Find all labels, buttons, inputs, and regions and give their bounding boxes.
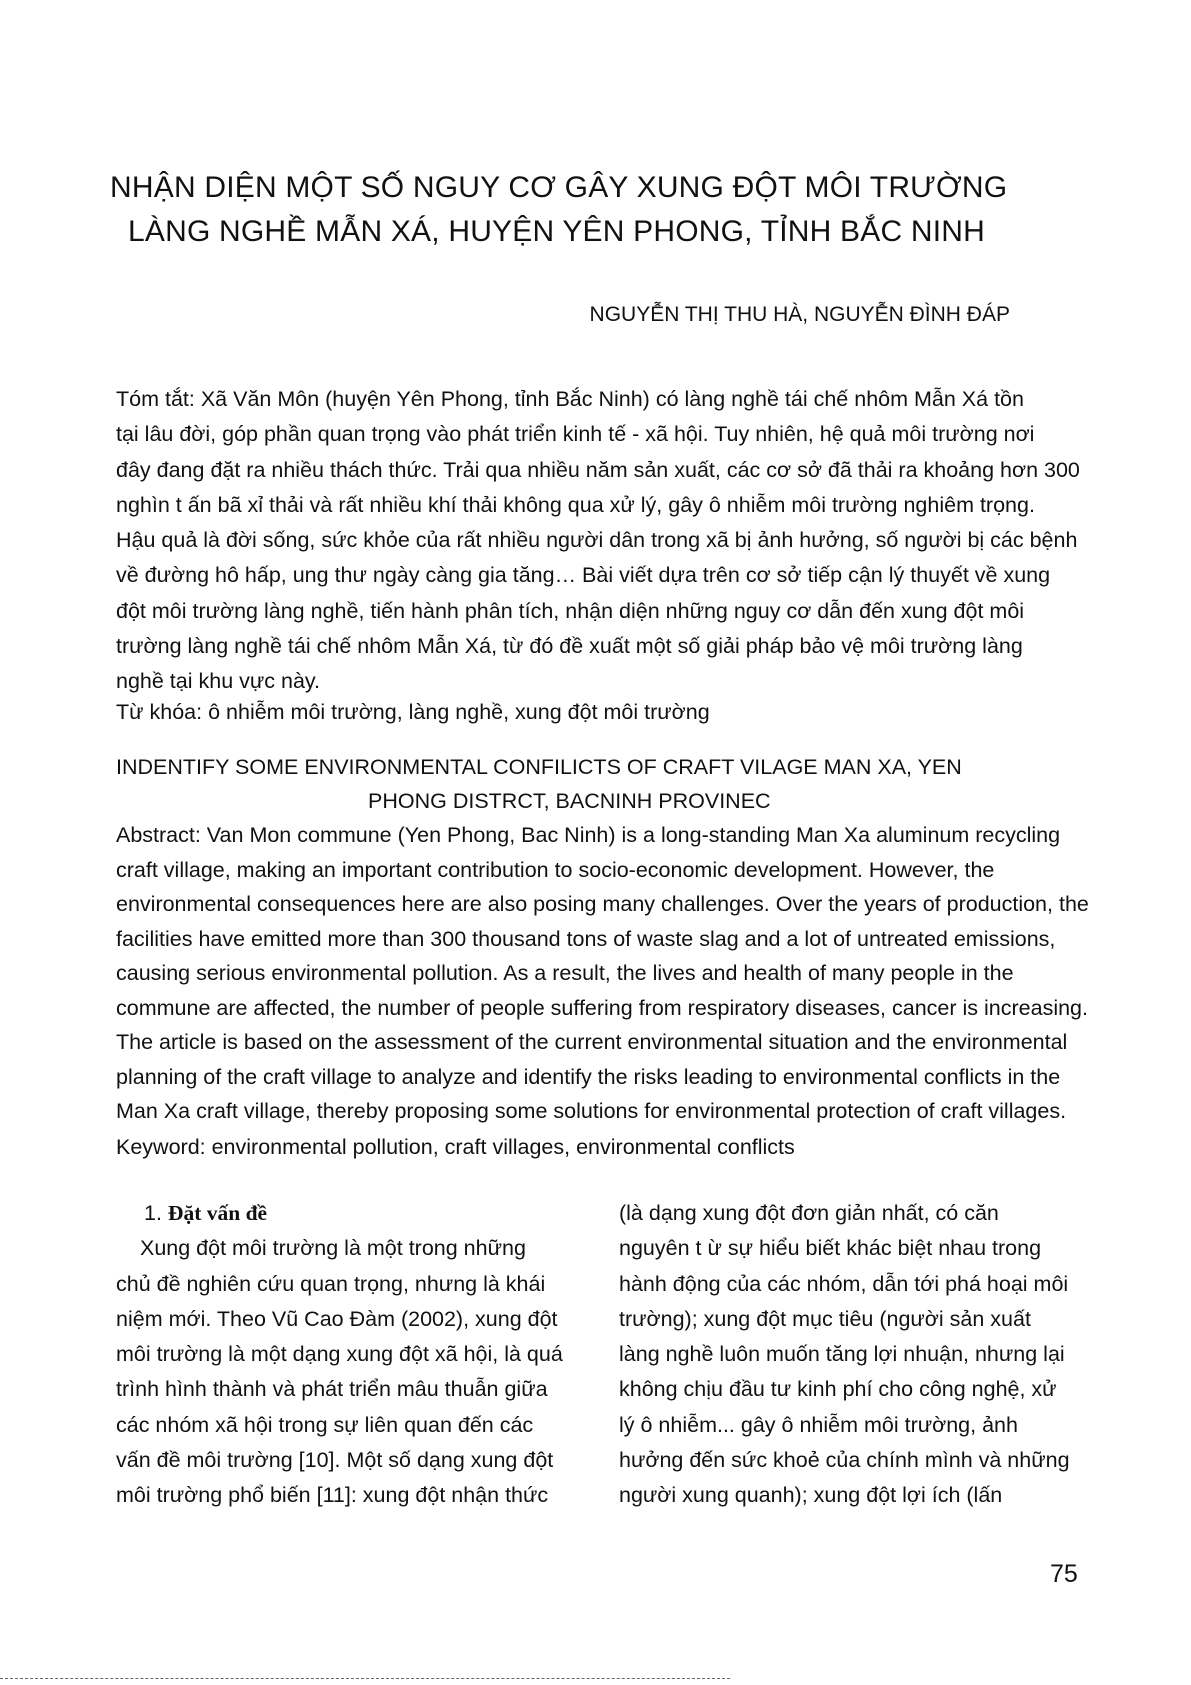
keywords-vietnamese (116, 697, 1116, 727)
keywords-vn-label: Từ khóa: (116, 700, 203, 724)
body-line: hưởng đến sức khoẻ của chính mình và những (619, 1448, 1070, 1473)
abstract-en-line: causing serious environmental pollution. As a result, the lives and health of many people in the (116, 961, 1014, 985)
body-line: các nhóm xã hội trong sự liên quan đến các (116, 1412, 534, 1437)
english-title (116, 750, 1116, 818)
body-line: trình hình thành và phát triển mâu thuẫn giữa (116, 1377, 548, 1402)
abstract-vn-line: nghề tại khu vực này. (116, 669, 321, 694)
abstract-en-line: commune are affected, the number of people suffering from respiratory diseases, cancer is increasing. (116, 995, 1088, 1020)
abstract-vn-line: đây đang đặt ra nhiều thách thức. Trải qua nhiều năm sản xuất, các cơ sở đã thải ra khoảng hơn 300 (116, 457, 1080, 482)
body-line: nguyên t ừ sự hiểu biết khác biệt nhau trong (619, 1236, 1042, 1261)
section-heading (116, 1196, 616, 1231)
body-line: môi trường là một dạng xung đột xã hội, là quá (116, 1342, 563, 1367)
body-line: không chịu đầu tư kinh phí cho công nghệ, xử (619, 1377, 1057, 1402)
keywords-english: Keyword: environmental pollution, craft villages, environmental conflicts (116, 1135, 795, 1159)
body-line: người xung quanh); xung đột lợi ích (lấn (619, 1483, 1003, 1508)
abstract-vn-line: trường làng nghề tái chế nhôm Mẫn Xá, từ đó đề xuất một số giải pháp bảo vệ môi trường làng (116, 634, 1023, 659)
abstract-vn-line: tại lâu đời, góp phần quan trọng vào phát triển kinh tế - xã hội. Tuy nhiên, hệ quả môi trường nơi (116, 422, 1035, 447)
body-line: niệm mới. Theo Vũ Cao Đàm (2002), xung đột (116, 1306, 558, 1331)
article-title (110, 166, 1110, 254)
footer-rule (0, 1678, 730, 1679)
abstract-vn-label: Tóm tắt: (116, 387, 195, 411)
body-line: hành động của các nhóm, dẫn tới phá hoại môi (619, 1271, 1069, 1296)
keywords-vn-text: ô nhiễm môi trường, làng nghề, xung đột môi trường (208, 700, 710, 724)
body-line: Xung đột môi trường là một trong những (140, 1236, 526, 1261)
body-column-left (116, 1196, 616, 1514)
body-line: (là dạng xung đột đơn giản nhất, có căn (619, 1201, 999, 1225)
body-line: chủ đề nghiên cứu quan trọng, nhưng là khái (116, 1271, 546, 1296)
abstract-vn-line: về đường hô hấp, ung thư ngày càng gia tăng… Bài viết dựa trên cơ sở tiếp cận lý thuyết về xung (116, 563, 1051, 588)
abstract-en-line: facilities have emitted more than 300 thousand tons of waste slag and a lot of untreated emissions, (116, 926, 1056, 951)
abstract-vn-line: đột môi trường làng nghề, tiến hành phân tích, nhận diện những nguy cơ dẫn đến xung đột môi (116, 598, 1025, 623)
abstract-vn-line: Hậu quả là đời sống, sức khỏe của rất nhiều người dân trong xã bị ảnh hưởng, số người bị các bệnh (116, 528, 1078, 553)
abstract-vietnamese (116, 382, 1136, 700)
title-line-1: NHẬN DIỆN MỘT SỐ NGUY CƠ GÂY XUNG ĐỘT MÔI TRƯỜNG (110, 171, 1008, 204)
abstract-en-line: Man Xa craft village, thereby proposing some solutions for environmental protection of craft villages. (116, 1099, 1067, 1123)
body-line: vấn đề môi trường [10]. Một số dạng xung đột (116, 1448, 554, 1473)
abstract-en-line: environmental consequences here are also posing many challenges. Over the years of production, the (116, 892, 1089, 916)
abstract-vn-line: Tóm tắt: Xã Văn Môn (huyện Yên Phong, tỉnh Bắc Ninh) có làng nghề tái chế nhôm Mẫn Xá tồn (116, 387, 1024, 411)
abstract-en-line: planning of the craft village to analyze and identify the risks leading to environmental conflicts in the (116, 1064, 1061, 1089)
body-line: trường); xung đột mục tiêu (người sản xuất (619, 1306, 1031, 1331)
body-line: môi trường phổ biến [11]: xung đột nhận thức (116, 1483, 549, 1508)
abstract-en-line: craft village, making an important contribution to socio-economic development. However, the (116, 857, 995, 882)
english-title-line-2: PHONG DISTRCT, BACNINH PROVINEC (368, 789, 771, 813)
body-line: làng nghề luôn muốn tăng lợi nhuận, nhưng lại (619, 1342, 1065, 1367)
abstract-vn-line: nghìn t ấn bã xỉ thải và rất nhiều khí thải không qua xử lý, gây ô nhiễm môi trường nghiêm trọng. (116, 492, 1035, 517)
abstract-english (116, 818, 1191, 1129)
english-title-line-1: INDENTIFY SOME ENVIRONMENTAL CONFILICTS OF CRAFT VILAGE MAN XA, YEN (116, 755, 962, 779)
body-line: lý ô nhiễm... gây ô nhiễm môi trường, ảnh (619, 1412, 1018, 1437)
abstract-en-line: Abstract: Van Mon commune (Yen Phong, Bac Ninh) is a long-standing Man Xa aluminum recycling (116, 823, 1061, 847)
section-number: 1. (144, 1201, 162, 1225)
authors: NGUYỄN THỊ THU HÀ, NGUYỄN ĐÌNH ĐÁP (589, 303, 1010, 326)
section-title: Đặt vấn đề (167, 1201, 268, 1225)
body-column-right (619, 1196, 1119, 1514)
title-line-2: LÀNG NGHỀ MẪN XÁ, HUYỆN YÊN PHONG, TỈNH BẮC NINH (128, 215, 985, 248)
page-number: 75 (1050, 1560, 1078, 1588)
abstract-en-line: The article is based on the assessment of the current environmental situation and the environmental (116, 1030, 1068, 1054)
